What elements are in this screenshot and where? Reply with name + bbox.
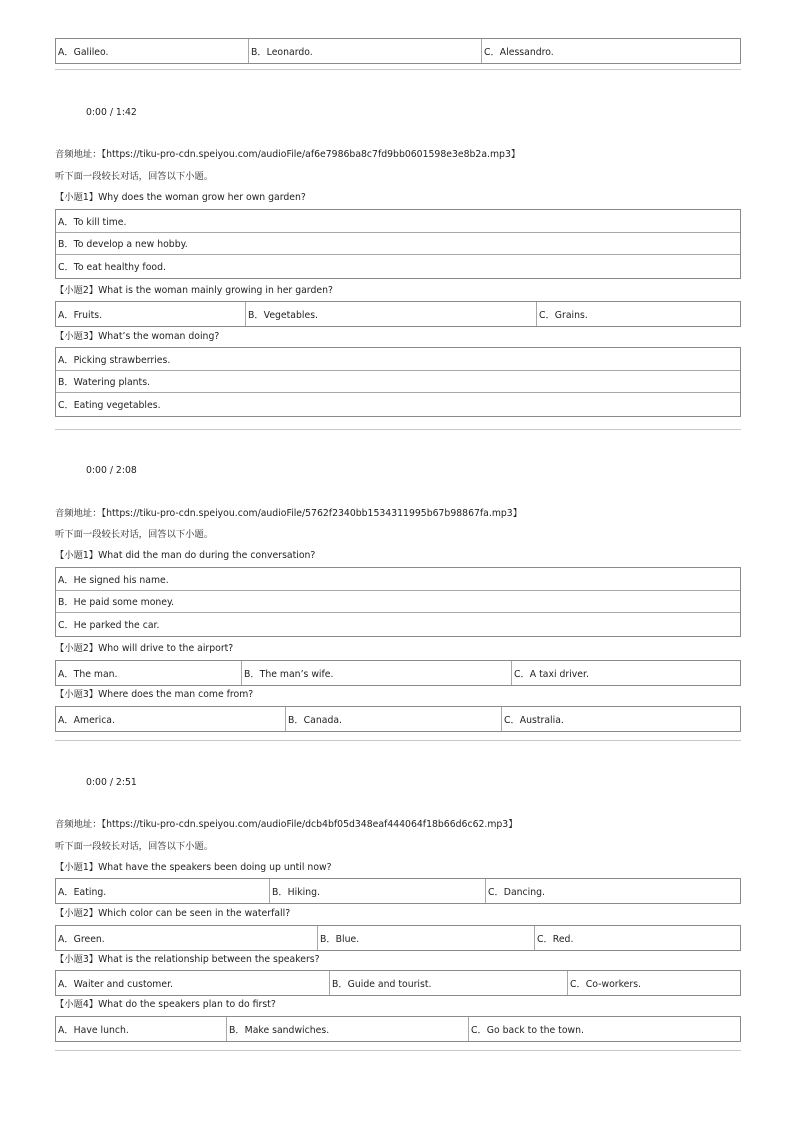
option-row	[56, 371, 740, 394]
option-a[interactable]: A．Fruits.	[56, 302, 246, 326]
option-b[interactable]: B．Canada.	[286, 707, 502, 731]
audio-player-time[interactable]: 0:00 / 2:51	[86, 777, 137, 788]
options-table	[55, 567, 741, 637]
question-2: 【小题2】Which color can be seen in the waterfall?	[55, 908, 291, 919]
options-table	[55, 660, 741, 686]
audio-player-time[interactable]: 0:00 / 2:08	[86, 465, 137, 476]
option-b[interactable]: B．Guide and tourist.	[330, 971, 568, 995]
option-row	[56, 233, 740, 256]
instructions: 听下面一段较长对话，回答以下小题。	[55, 841, 214, 852]
question-3: 【小题3】Where does the man come from?	[55, 689, 254, 700]
option-b[interactable]: B．To develop a new hobby.	[58, 239, 188, 251]
option-c[interactable]: C．Grains.	[539, 309, 588, 321]
option-a[interactable]: A．Have lunch.	[56, 1017, 227, 1041]
option-c[interactable]: C．Dancing.	[488, 886, 545, 898]
option-row	[56, 348, 740, 371]
option-row	[56, 210, 740, 233]
option-a[interactable]: A．Galileo.	[56, 39, 249, 63]
question-1: 【小题1】What did the man do during the conversation?	[55, 550, 316, 561]
question-3: 【小题3】What is the relationship between the speakers?	[55, 954, 320, 965]
options-row	[56, 971, 740, 995]
option-c[interactable]: C．A taxi driver.	[514, 668, 589, 680]
instructions: 听下面一段较长对话，回答以下小题。	[55, 529, 214, 540]
options-table	[55, 347, 741, 417]
option-c[interactable]: C．Australia.	[504, 714, 564, 726]
options-table	[55, 209, 741, 279]
options-row	[56, 926, 740, 950]
option-a[interactable]: A．Eating.	[56, 879, 270, 903]
question-2: 【小题2】What is the woman mainly growing in her garden?	[55, 285, 333, 296]
option-b[interactable]: B．Hiking.	[270, 879, 486, 903]
section-divider	[55, 429, 741, 430]
option-c[interactable]: C．To eat healthy food.	[58, 262, 166, 274]
option-c[interactable]: C．He parked the car.	[58, 620, 160, 632]
question-1: 【小题1】Why does the woman grow her own garden?	[55, 192, 306, 203]
options-row	[56, 302, 740, 326]
options-table	[55, 878, 741, 904]
question-2: 【小题2】Who will drive to the airport?	[55, 643, 234, 654]
option-row	[56, 568, 740, 591]
section-divider	[55, 1050, 741, 1051]
option-a[interactable]: A．Waiter and customer.	[56, 971, 330, 995]
option-b[interactable]: B．Vegetables.	[246, 302, 537, 326]
audio-url: 音频地址：【https://tiku-pro-cdn.speiyou.com/audioFile/dcb4bf05d348eaf444064f18b66d6c62.mp3】	[55, 819, 518, 830]
option-c[interactable]: C．Eating vegetables.	[58, 400, 161, 412]
option-c[interactable]: C．Go back to the town.	[471, 1024, 584, 1036]
options-row	[56, 707, 740, 731]
question-3: 【小题3】What’s the woman doing?	[55, 331, 220, 342]
option-a[interactable]: A．He signed his name.	[58, 574, 169, 586]
options-table	[55, 1016, 741, 1042]
audio-player-time[interactable]: 0:00 / 1:42	[86, 107, 137, 118]
option-row	[56, 255, 740, 278]
option-b[interactable]: B．The man’s wife.	[242, 661, 512, 685]
options-table-top	[55, 38, 741, 64]
question-1: 【小题1】What have the speakers been doing up until now?	[55, 862, 332, 873]
option-a[interactable]: A．To kill time.	[58, 216, 127, 228]
options-row	[56, 1017, 740, 1041]
audio-url: 音频地址：【https://tiku-pro-cdn.speiyou.com/audioFile/af6e7986ba8c7fd9bb0601598e3e8b2a.mp3】	[55, 149, 521, 160]
option-a[interactable]: A．The man.	[56, 661, 242, 685]
option-c[interactable]: C．Red.	[537, 933, 574, 945]
options-table	[55, 301, 741, 327]
options-table	[55, 970, 741, 996]
option-b[interactable]: B．Blue.	[318, 926, 535, 950]
options-row	[56, 39, 740, 63]
option-b[interactable]: B．He paid some money.	[58, 597, 175, 609]
options-table	[55, 925, 741, 951]
audio-url: 音频地址：【https://tiku-pro-cdn.speiyou.com/audioFile/5762f2340bb1534311995b67b98867fa.mp3】	[55, 508, 522, 519]
option-c[interactable]: C．Alessandro.	[484, 46, 554, 58]
options-row	[56, 661, 740, 685]
option-b[interactable]: B．Leonardo.	[249, 39, 482, 63]
instructions: 听下面一段较长对话，回答以下小题。	[55, 171, 214, 182]
section-divider	[55, 740, 741, 741]
option-b[interactable]: B．Make sandwiches.	[227, 1017, 469, 1041]
options-row	[56, 879, 740, 903]
option-b[interactable]: B．Watering plants.	[58, 377, 151, 389]
option-row	[56, 591, 740, 614]
option-a[interactable]: A．Picking strawberries.	[58, 354, 171, 366]
option-c[interactable]: C．Co-workers.	[570, 978, 642, 990]
option-a[interactable]: A．Green.	[56, 926, 318, 950]
option-row	[56, 393, 740, 416]
question-4: 【小题4】What do the speakers plan to do first?	[55, 999, 276, 1010]
section-divider	[55, 69, 741, 70]
options-table	[55, 706, 741, 732]
option-a[interactable]: A．America.	[56, 707, 286, 731]
option-row	[56, 613, 740, 636]
